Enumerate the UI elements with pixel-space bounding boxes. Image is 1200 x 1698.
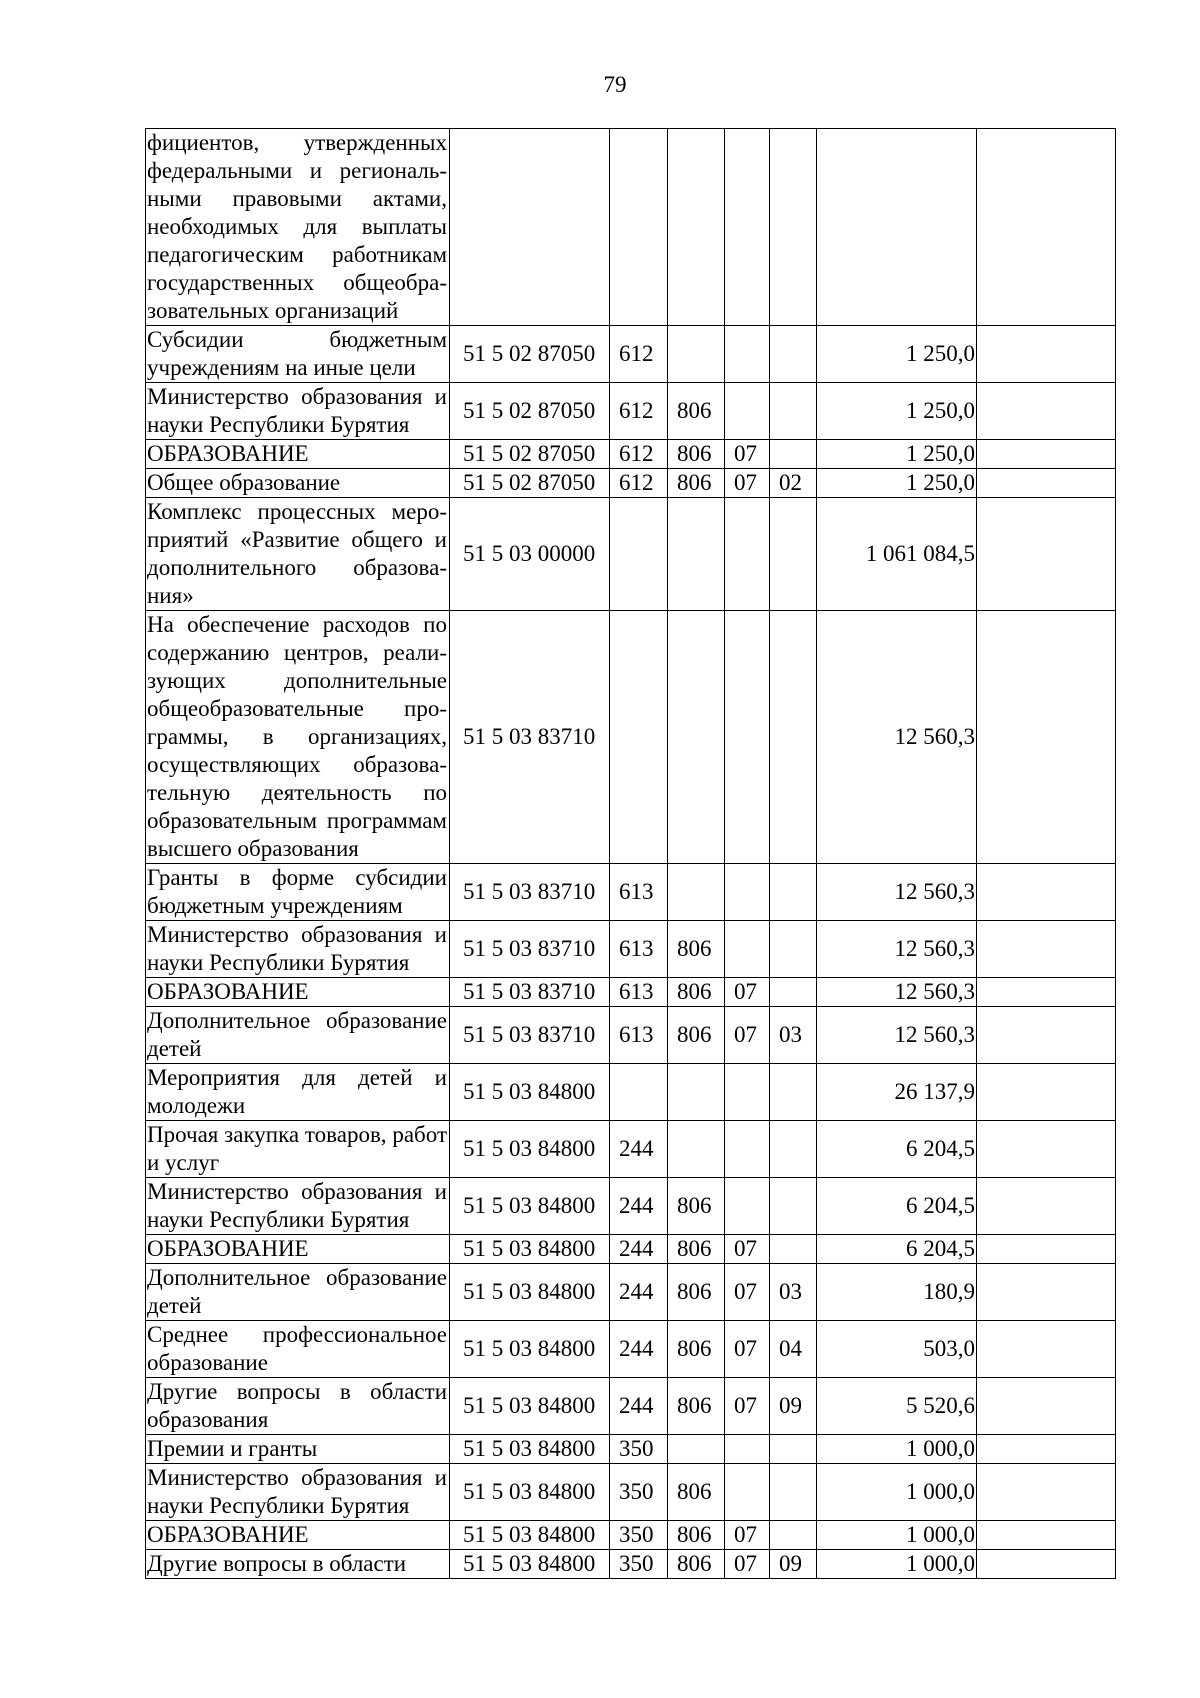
target-article-code: 51 5 03 84800 (450, 1378, 610, 1435)
ministry-code (668, 611, 725, 864)
target-article-code: 51 5 03 83710 (450, 864, 610, 921)
subsection-code: 02 (770, 469, 817, 498)
row-name: Среднее профессиональное образование (146, 1321, 450, 1378)
empty-cell (977, 129, 1116, 326)
expense-type-code: 612 (610, 440, 668, 469)
table-row (146, 1321, 1116, 1378)
subsection-code (770, 1064, 817, 1121)
expense-type-code: 244 (610, 1178, 668, 1235)
target-article-code: 51 5 03 83710 (450, 978, 610, 1007)
table-row (146, 1521, 1116, 1550)
row-name: На обеспечение расходов по содержанию центров, реализующих дополнительные общеобразовательные программы, в организациях, осуществляющих образовательную деятельность по образовательным программам высшего образования (146, 611, 450, 864)
row-name: ОБРАЗОВАНИЕ (146, 978, 450, 1007)
subsection-code (770, 129, 817, 326)
section-code: 07 (725, 978, 770, 1007)
budget-table (145, 128, 1116, 1579)
expense-type-code: 612 (610, 383, 668, 440)
empty-cell (977, 978, 1116, 1007)
section-code (725, 611, 770, 864)
amount: 1 061 084,5 (817, 498, 977, 611)
target-article-code: 51 5 03 84800 (450, 1521, 610, 1550)
expense-type-code: 350 (610, 1521, 668, 1550)
section-code: 07 (725, 469, 770, 498)
empty-cell (977, 1464, 1116, 1521)
empty-cell (977, 864, 1116, 921)
section-code (725, 1435, 770, 1464)
table-row (146, 498, 1116, 611)
subsection-code (770, 611, 817, 864)
row-name: Министерство образования и науки Республики Бурятия (146, 921, 450, 978)
amount (817, 129, 977, 326)
subsection-code (770, 1178, 817, 1235)
amount: 1 250,0 (817, 326, 977, 383)
table-row (146, 440, 1116, 469)
empty-cell (977, 1521, 1116, 1550)
row-name: Другие вопросы в области (146, 1550, 450, 1579)
row-name: Дополнительное образование детей (146, 1007, 450, 1064)
subsection-code (770, 440, 817, 469)
section-code (725, 921, 770, 978)
amount: 12 560,3 (817, 921, 977, 978)
row-name: Мероприятия для детей и молодежи (146, 1064, 450, 1121)
ministry-code (668, 1064, 725, 1121)
amount: 6 204,5 (817, 1178, 977, 1235)
target-article-code: 51 5 02 87050 (450, 326, 610, 383)
row-name: Прочая закупка товаров, работ и услуг (146, 1121, 450, 1178)
section-code (725, 383, 770, 440)
subsection-code: 09 (770, 1550, 817, 1579)
target-article-code: 51 5 03 84800 (450, 1321, 610, 1378)
subsection-code (770, 383, 817, 440)
expense-type-code: 350 (610, 1435, 668, 1464)
subsection-code (770, 864, 817, 921)
section-code (725, 129, 770, 326)
ministry-code: 806 (668, 1007, 725, 1064)
subsection-code: 04 (770, 1321, 817, 1378)
empty-cell (977, 1321, 1116, 1378)
empty-cell (977, 1235, 1116, 1264)
ministry-code: 806 (668, 921, 725, 978)
row-name: Гранты в форме субсидии бюджетным учреждениям (146, 864, 450, 921)
subsection-code (770, 1464, 817, 1521)
page-number: 79 (603, 72, 627, 97)
row-name: Дополнительное образование детей (146, 1264, 450, 1321)
amount: 5 520,6 (817, 1378, 977, 1435)
subsection-code: 03 (770, 1007, 817, 1064)
subsection-code (770, 921, 817, 978)
budget-table-body (146, 129, 1116, 1579)
subsection-code: 03 (770, 1264, 817, 1321)
expense-type-code (610, 498, 668, 611)
expense-type-code (610, 1064, 668, 1121)
table-row (146, 1435, 1116, 1464)
ministry-code (668, 129, 725, 326)
row-name: Субсидии бюджетным учреждениям на иные цели (146, 326, 450, 383)
expense-type-code: 244 (610, 1321, 668, 1378)
target-article-code: 51 5 03 83710 (450, 921, 610, 978)
section-code (725, 1064, 770, 1121)
ministry-code: 806 (668, 1178, 725, 1235)
empty-cell (977, 440, 1116, 469)
table-row (146, 1464, 1116, 1521)
section-code: 07 (725, 1235, 770, 1264)
section-code (725, 498, 770, 611)
subsection-code (770, 1121, 817, 1178)
table-row (146, 1121, 1116, 1178)
table-row (146, 611, 1116, 864)
empty-cell (977, 1264, 1116, 1321)
amount: 12 560,3 (817, 1007, 977, 1064)
table-row (146, 383, 1116, 440)
subsection-code (770, 978, 817, 1007)
amount: 180,9 (817, 1264, 977, 1321)
table-row (146, 129, 1116, 326)
target-article-code: 51 5 03 84800 (450, 1464, 610, 1521)
amount: 6 204,5 (817, 1235, 977, 1264)
amount: 1 250,0 (817, 469, 977, 498)
ministry-code: 806 (668, 440, 725, 469)
target-article-code: 51 5 03 84800 (450, 1178, 610, 1235)
section-code: 07 (725, 1321, 770, 1378)
empty-cell (977, 469, 1116, 498)
empty-cell (977, 326, 1116, 383)
amount: 26 137,9 (817, 1064, 977, 1121)
row-name: ОБРАЗОВАНИЕ (146, 440, 450, 469)
subsection-code (770, 1235, 817, 1264)
target-article-code: 51 5 02 87050 (450, 383, 610, 440)
subsection-code (770, 1435, 817, 1464)
amount: 12 560,3 (817, 864, 977, 921)
ministry-code: 806 (668, 1550, 725, 1579)
ministry-code (668, 1121, 725, 1178)
ministry-code: 806 (668, 978, 725, 1007)
ministry-code: 806 (668, 469, 725, 498)
target-article-code: 51 5 03 83710 (450, 1007, 610, 1064)
row-name: Премии и гранты (146, 1435, 450, 1464)
subsection-code (770, 326, 817, 383)
target-article-code: 51 5 03 84800 (450, 1235, 610, 1264)
expense-type-code: 613 (610, 864, 668, 921)
empty-cell (977, 1007, 1116, 1064)
table-row (146, 978, 1116, 1007)
amount: 6 204,5 (817, 1121, 977, 1178)
amount: 1 000,0 (817, 1521, 977, 1550)
ministry-code (668, 864, 725, 921)
empty-cell (977, 1550, 1116, 1579)
ministry-code: 806 (668, 383, 725, 440)
row-name: фициентов, утвержденных федеральными и региональными правовыми актами, необходимых для выплаты педагогическим работникам государственных общеобразовательных организаций (146, 129, 450, 326)
ministry-code: 806 (668, 1521, 725, 1550)
target-article-code: 51 5 03 00000 (450, 498, 610, 611)
expense-type-code (610, 129, 668, 326)
expense-type-code: 612 (610, 326, 668, 383)
ministry-code: 806 (668, 1264, 725, 1321)
empty-cell (977, 1435, 1116, 1464)
expense-type-code: 350 (610, 1550, 668, 1579)
expense-type-code: 612 (610, 469, 668, 498)
amount: 1 000,0 (817, 1550, 977, 1579)
empty-cell (977, 611, 1116, 864)
section-code: 07 (725, 440, 770, 469)
section-code (725, 864, 770, 921)
amount: 1 000,0 (817, 1464, 977, 1521)
empty-cell (977, 921, 1116, 978)
subsection-code (770, 1521, 817, 1550)
amount: 1 000,0 (817, 1435, 977, 1464)
target-article-code: 51 5 02 87050 (450, 469, 610, 498)
row-name: Общее образование (146, 469, 450, 498)
target-article-code: 51 5 03 84800 (450, 1550, 610, 1579)
amount: 12 560,3 (817, 978, 977, 1007)
row-name: Министерство образования и науки Республики Бурятия (146, 1178, 450, 1235)
expense-type-code: 244 (610, 1264, 668, 1321)
expense-type-code: 350 (610, 1464, 668, 1521)
expense-type-code (610, 611, 668, 864)
subsection-code (770, 498, 817, 611)
section-code: 07 (725, 1550, 770, 1579)
table-row (146, 921, 1116, 978)
table-row (146, 1064, 1116, 1121)
ministry-code: 806 (668, 1321, 725, 1378)
section-code: 07 (725, 1521, 770, 1550)
table-row (146, 469, 1116, 498)
table-row (146, 1235, 1116, 1264)
target-article-code: 51 5 03 84800 (450, 1064, 610, 1121)
row-name: ОБРАЗОВАНИЕ (146, 1521, 450, 1550)
ministry-code: 806 (668, 1464, 725, 1521)
target-article-code: 51 5 03 84800 (450, 1121, 610, 1178)
section-code (725, 1178, 770, 1235)
section-code: 07 (725, 1007, 770, 1064)
subsection-code: 09 (770, 1378, 817, 1435)
table-row (146, 1378, 1116, 1435)
row-name: Министерство образования и науки Республики Бурятия (146, 1464, 450, 1521)
ministry-code: 806 (668, 1235, 725, 1264)
table-row (146, 1550, 1116, 1579)
empty-cell (977, 383, 1116, 440)
table-row (146, 1264, 1116, 1321)
target-article-code: 51 5 03 84800 (450, 1264, 610, 1321)
empty-cell (977, 1121, 1116, 1178)
section-code (725, 326, 770, 383)
table-row (146, 1007, 1116, 1064)
ministry-code (668, 1435, 725, 1464)
empty-cell (977, 1178, 1116, 1235)
amount: 503,0 (817, 1321, 977, 1378)
empty-cell (977, 1064, 1116, 1121)
expense-type-code: 613 (610, 921, 668, 978)
table-row (146, 864, 1116, 921)
expense-type-code: 613 (610, 978, 668, 1007)
target-article-code (450, 129, 610, 326)
section-code: 07 (725, 1378, 770, 1435)
empty-cell (977, 498, 1116, 611)
target-article-code: 51 5 02 87050 (450, 440, 610, 469)
expense-type-code: 613 (610, 1007, 668, 1064)
target-article-code: 51 5 03 84800 (450, 1435, 610, 1464)
expense-type-code: 244 (610, 1235, 668, 1264)
amount: 1 250,0 (817, 383, 977, 440)
section-code: 07 (725, 1264, 770, 1321)
section-code (725, 1464, 770, 1521)
row-name: Министерство образования и науки Республики Бурятия (146, 383, 450, 440)
table-row (146, 1178, 1116, 1235)
row-name: Другие вопросы в области образования (146, 1378, 450, 1435)
ministry-code (668, 326, 725, 383)
amount: 12 560,3 (817, 611, 977, 864)
expense-type-code: 244 (610, 1121, 668, 1178)
table-row (146, 326, 1116, 383)
ministry-code (668, 498, 725, 611)
section-code (725, 1121, 770, 1178)
row-name: Комплекс процессных мероприятий «Развитие общего и дополнительного образования» (146, 498, 450, 611)
empty-cell (977, 1378, 1116, 1435)
target-article-code: 51 5 03 83710 (450, 611, 610, 864)
amount: 1 250,0 (817, 440, 977, 469)
expense-type-code: 244 (610, 1378, 668, 1435)
row-name: ОБРАЗОВАНИЕ (146, 1235, 450, 1264)
ministry-code: 806 (668, 1378, 725, 1435)
